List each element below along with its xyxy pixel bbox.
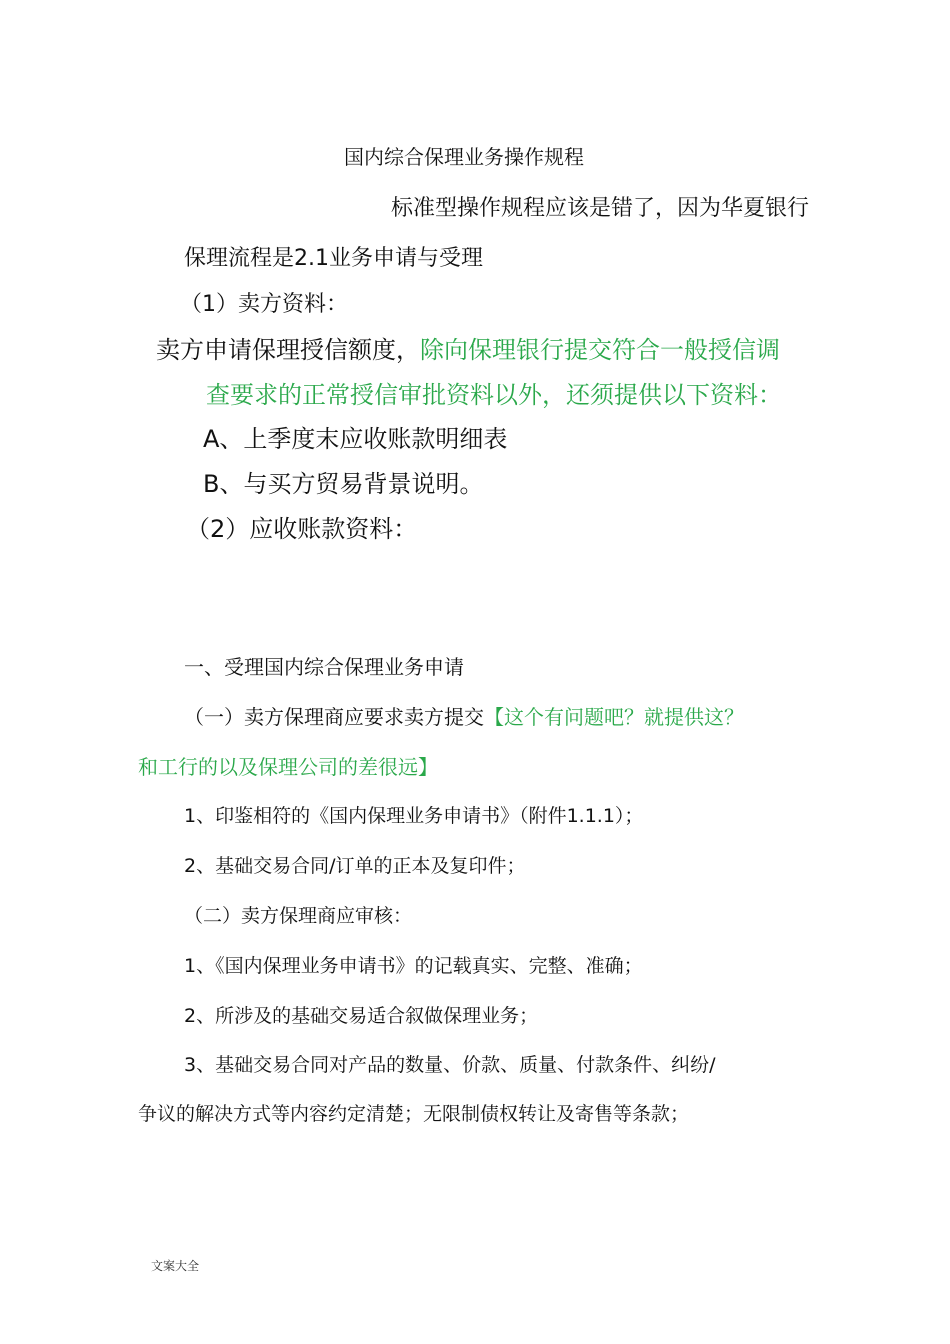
section-1-paragraph-line-2: 查要求的正常授信审批资料以外，还须提供以下资料： [206, 381, 782, 409]
chapter-1-heading: 一、受理国内综合保理业务申请 [184, 655, 464, 679]
item-a: A、上季度末应收账款明细表 [203, 425, 508, 453]
section-1-heading: （1）卖方资料： [180, 292, 348, 317]
subsection-1-text: （一）卖方保理商应要求卖方提交 [184, 705, 484, 729]
subsection-2-item-3-line-1: 3、基础交易合同对产品的数量、价款、质量、付款条件、纠纷/ [184, 1054, 716, 1076]
doc-title: 国内综合保理业务操作规程 [344, 145, 584, 169]
note-line-1: 标准型操作规程应该是错了，因为华夏银行 [391, 196, 810, 221]
subsection-1-item-1: 1、印鉴相符的《国内保理业务申请书》（附件1.1.1）； [184, 805, 644, 827]
comment-text-2: 和工行的以及保理公司的差很远】 [138, 755, 438, 779]
section-1-paragraph-line-1 [156, 330, 780, 365]
subsection-2-heading: （二）卖方保理商应审核： [184, 905, 413, 927]
note-line-2: 保理流程是2.1业务申请与受理 [184, 246, 483, 271]
section-1-text-black: 卖方申请保理授信额度， [156, 336, 420, 364]
subsection-1-item-2: 2、基础交易合同/订单的正本及复印件； [184, 855, 526, 877]
section-2-heading: （2）应收账款资料： [186, 515, 418, 543]
subsection-2-item-2: 2、所涉及的基础交易适合叙做保理业务； [184, 1005, 539, 1027]
item-b: B、与买方贸易背景说明。 [203, 470, 484, 498]
subsection-1-line-1 [184, 701, 744, 730]
comment-text-1: 【这个有问题吧？就提供这？ [484, 705, 744, 729]
subsection-2-item-1: 1、《国内保理业务申请书》的记载真实、完整、准确； [184, 955, 643, 977]
subsection-2-item-3-line-2: 争议的解决方式等内容约定清楚；无限制债权转让及寄售等条款； [138, 1103, 690, 1125]
footer-watermark: 文案大全 [151, 1259, 200, 1273]
section-1-text-green: 除向保理银行提交符合一般授信调 [420, 336, 780, 364]
